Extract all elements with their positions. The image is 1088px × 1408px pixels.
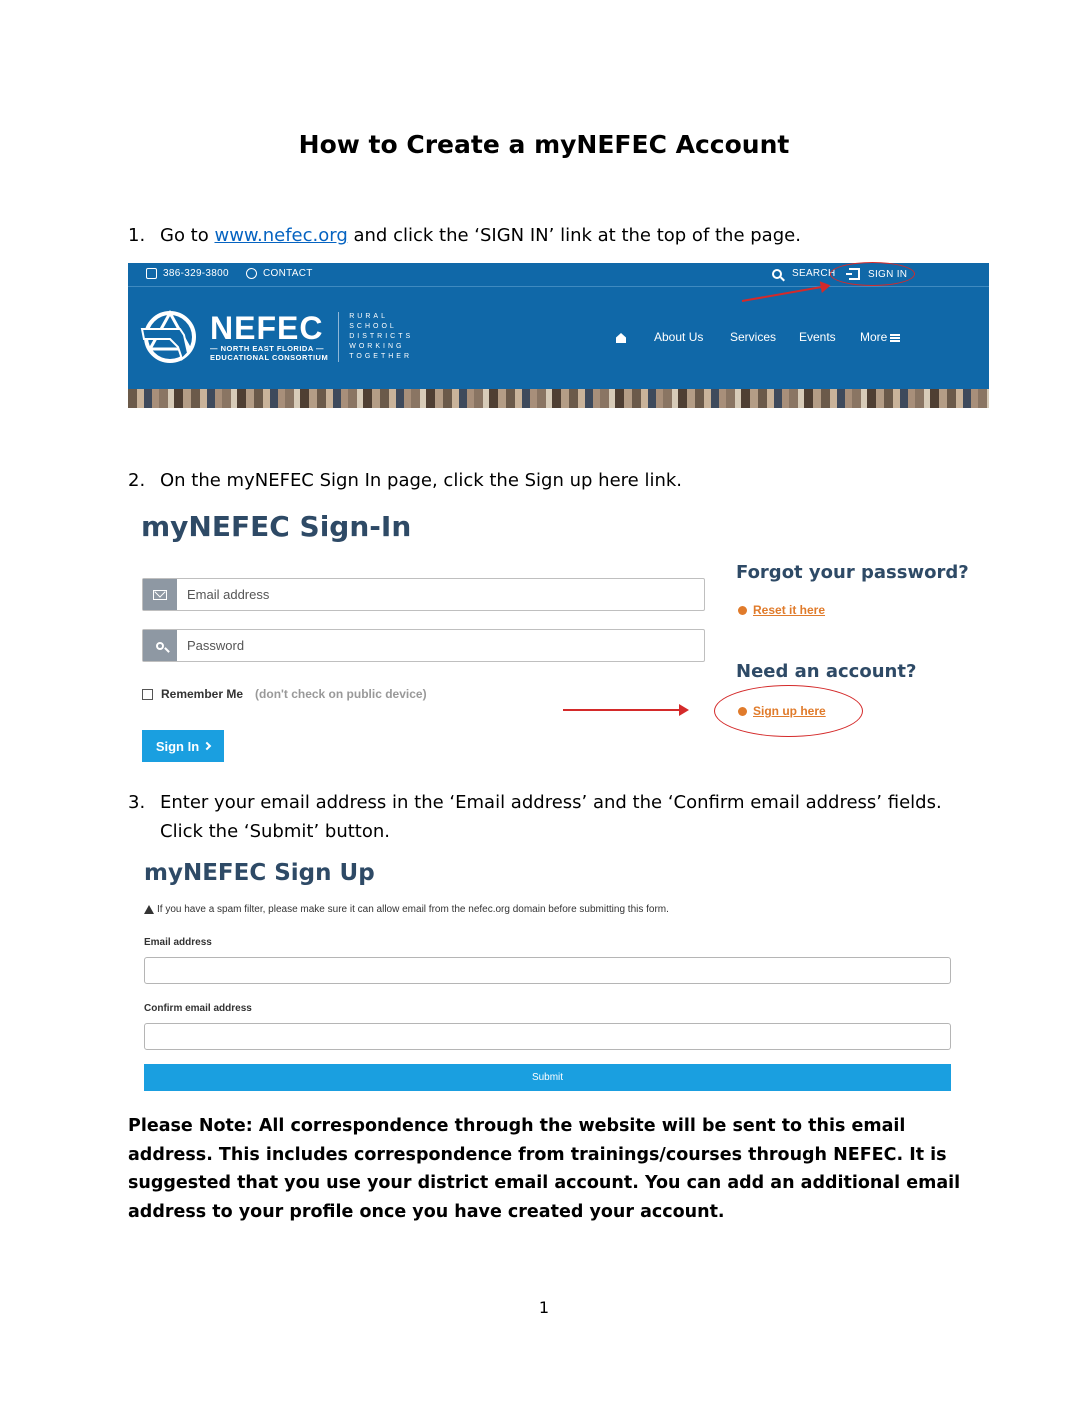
phone-link[interactable]: 386-329-3800	[146, 268, 229, 279]
forgot-password-heading: Forgot your password?	[736, 562, 969, 583]
nav-about-us[interactable]: About Us	[654, 330, 704, 344]
sign-in-link[interactable]: SIGN IN	[849, 268, 907, 280]
password-field[interactable]	[142, 629, 705, 662]
nefec-website-link[interactable]: www.nefec.org	[214, 225, 348, 246]
signup-title: myNEFEC Sign Up	[144, 860, 375, 886]
remember-hint: (don't check on public device)	[255, 687, 427, 701]
step-1	[128, 221, 968, 250]
contact-link[interactable]: CONTACT	[246, 268, 313, 279]
location-icon	[246, 268, 257, 279]
email-field[interactable]	[142, 578, 705, 611]
nav-more[interactable]: More	[860, 330, 900, 344]
reset-password-link[interactable]: Reset it here	[738, 603, 825, 617]
document-title: How to Create a myNEFEC Account	[298, 130, 790, 159]
email-input[interactable]	[177, 579, 705, 610]
phone-icon	[146, 268, 157, 279]
logo-subtitle: — NORTH EAST FLORIDA —	[210, 344, 325, 353]
page-number: 1	[538, 1298, 550, 1317]
step-number: 1.	[128, 225, 146, 246]
search-link[interactable]: SEARCH	[772, 268, 835, 279]
step-text: Go to www.nefec.org and click the ‘SIGN IN’ link at the top of the page.	[160, 225, 801, 246]
nefec-logo[interactable]	[140, 307, 413, 367]
step-number: 3.	[128, 792, 146, 813]
please-note: Please Note: All correspondence through the website will be sent to this email address. This includes correspondence from trainings/courses through NEFEC. It is suggested that you use your district email account. You can add an additional email address to your profile once you have created your account.	[128, 1116, 961, 1222]
remember-me[interactable]	[142, 687, 427, 701]
confirm-email-input[interactable]	[144, 1023, 951, 1050]
remember-label: Remember Me	[161, 687, 244, 701]
tagline: RURAL SCHOOL DISTRICTS WORKING TOGETHER	[338, 312, 413, 362]
confirm-email-label: Confirm email address	[144, 1003, 252, 1014]
menu-icon	[890, 334, 900, 342]
need-account-heading: Need an account?	[736, 661, 917, 682]
signin-title: myNEFEC Sign-In	[141, 510, 412, 543]
annotation-circle	[830, 262, 915, 286]
step-number: 2.	[128, 470, 146, 491]
annotation-circle	[714, 685, 863, 737]
signup-email-input[interactable]	[144, 957, 951, 984]
photo-banner	[128, 389, 989, 408]
email-label: Email address	[144, 937, 212, 948]
warning-icon	[144, 905, 154, 914]
nav-services[interactable]: Services	[730, 330, 777, 344]
key-icon	[156, 642, 164, 650]
nav-events[interactable]: Events	[799, 330, 836, 344]
submit-button[interactable]: Submit	[144, 1064, 951, 1091]
logo-subtitle: EDUCATIONAL CONSORTIUM	[210, 353, 329, 362]
password-input[interactable]	[177, 630, 705, 661]
home-icon[interactable]	[616, 333, 626, 343]
sign-in-button[interactable]: Sign In	[142, 730, 224, 762]
florida-emblem-icon	[140, 307, 204, 367]
logo-name: NEFEC	[210, 310, 324, 346]
remember-checkbox[interactable]	[142, 689, 153, 700]
step-3	[128, 788, 968, 846]
step-2	[128, 466, 968, 495]
envelope-icon	[153, 590, 167, 600]
chevron-right-icon	[203, 742, 211, 750]
bullet-icon	[738, 606, 747, 615]
spam-warning: If you have a spam filter, please make sure it can allow email from the nefec.org domain before submitting this form.	[144, 904, 669, 915]
step-text: Enter your email address in the ‘Email address’ and the ‘Confirm email address’ fields. Click the ‘Submit’ button.	[160, 792, 942, 842]
search-icon	[772, 269, 782, 279]
step-text: On the myNEFEC Sign In page, click the Sign up here link.	[160, 470, 682, 491]
annotation-arrow	[563, 709, 687, 711]
sign-up-link[interactable]: Sign up here	[738, 704, 826, 718]
